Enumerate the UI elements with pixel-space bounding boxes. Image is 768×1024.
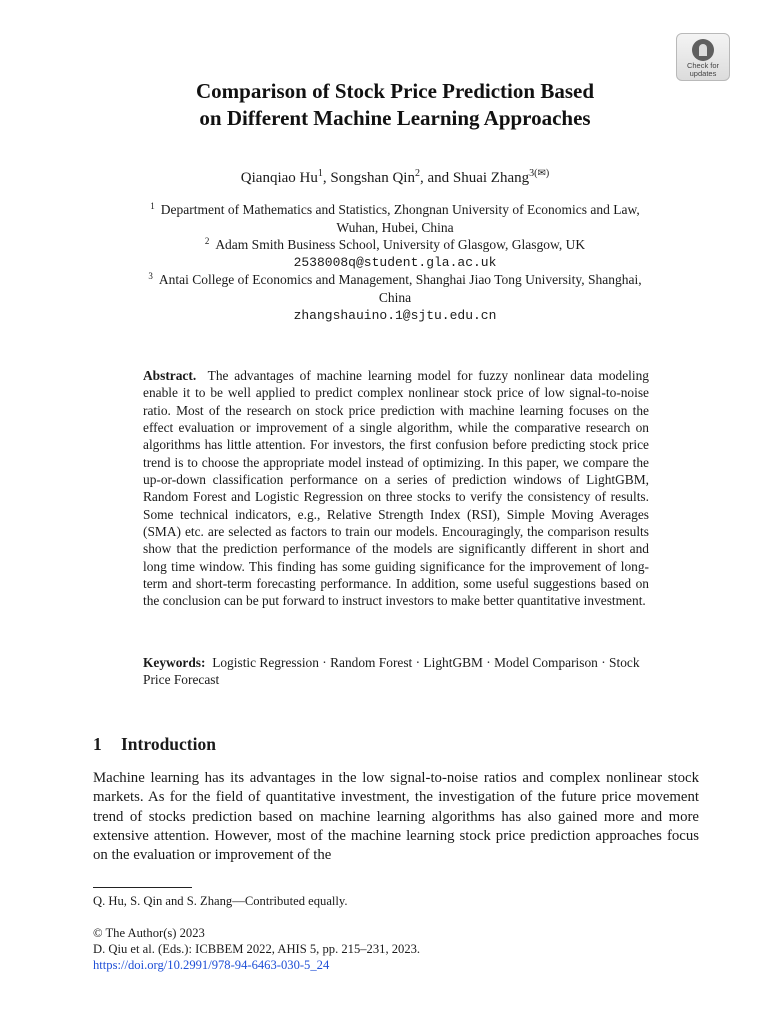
author-list <box>0 168 768 188</box>
section-heading <box>93 733 216 755</box>
keywords-text: Logistic Regression · Random Forest · LightGBM · Model Comparison · Stock Price Forecast <box>143 655 640 688</box>
affiliations <box>90 201 700 324</box>
affil-2-email[interactable]: 2538008q@student.gla.ac.uk <box>293 254 497 270</box>
affil-2-line1: Adam Smith Business School, University of Glasgow, Glasgow, UK <box>215 237 586 253</box>
title-line2: on Different Machine Learning Approaches <box>199 106 591 130</box>
author-2-sup: 2 <box>414 168 420 179</box>
affil-3-email[interactable]: zhangshauino.1@sjtu.edu.cn <box>293 307 497 323</box>
affil-3-number: 3 <box>148 271 153 282</box>
title-line1: Comparison of Stock Price Prediction Based <box>196 79 594 103</box>
crossmark-icon <box>692 39 714 61</box>
author-sep-2: , and <box>419 170 453 186</box>
affil-1-number: 1 <box>150 201 155 211</box>
affil-1-line1: Department of Mathematics and Statistics, Zhongnan University of Economics and Law, <box>160 202 640 217</box>
author-1: Qianqiao Hu <box>240 170 318 186</box>
abstract <box>143 367 649 610</box>
check-for-updates-badge[interactable] <box>676 33 730 81</box>
author-1-sup: 1 <box>317 168 323 179</box>
badge-line2: updates <box>689 69 717 78</box>
badge-line1: Check for <box>686 61 720 70</box>
affil-3-line2: China <box>378 289 412 305</box>
paper-title <box>0 78 768 132</box>
author-2: Songshan Qin <box>330 170 415 186</box>
footnote: Q. Hu, S. Qin and S. Zhang—Contributed equally. <box>93 894 348 908</box>
citation: D. Qiu et al. (Eds.): ICBBEM 2022, AHIS 5, pp. 215–231, 2023. <box>93 942 421 956</box>
doi-link[interactable]: https://doi.org/10.2991/978-94-6463-030-5_24 <box>93 958 330 972</box>
keywords <box>143 654 649 689</box>
author-3: Shuai Zhang <box>452 170 530 186</box>
abstract-label: Abstract. <box>143 368 197 383</box>
copyright: © The Author(s) 2023 <box>93 926 205 940</box>
keywords-label: Keywords: <box>143 655 206 670</box>
author-sep-1: , <box>322 170 331 186</box>
footnote-rule <box>93 887 192 888</box>
affil-3-line1: Antai College of Economics and Management, Shanghai Jiao Tong University, Shanghai, <box>158 272 642 288</box>
author-3-sup: 3(✉) <box>529 168 550 179</box>
affil-1-line2: Wuhan, Hubei, China <box>336 219 454 235</box>
affil-2-number: 2 <box>204 236 210 247</box>
intro-paragraph: Machine learning has its advantages in the low signal-to-noise ratios and complex nonlinear stock markets. As for the field of quantitative investment, the investigation of the future price movement trend of stocks prediction based on machine learning algorithms has also gained more and more extensive attention. However, most of the machine learning stock price prediction approaches focus on the evaluation or improvement of the <box>93 770 699 864</box>
abstract-text: The advantages of machine learning model for fuzzy nonlinear data modeling enable it to be well applied to predict complex nonlinear stock price of low signal-to-noise ratio. Most of the research on stock price prediction with machine learning focuses on the effect evaluation or improvement of a single algorithm, while the comparative research on algorithms has little attention. For investors, the first confusion before predicting stock price trend is to choose the appropriate model instead of optimizing. In this paper, we compare the up-or-down classification performance on a series of prediction windows of LightGBM, Random Forest and Logistic Regression on three stocks to verify the consistency of results. Some technical indicators, e.g., Relative Strength Index (RSI), Simple Moving Averages (SMA) etc. are selected as factors to train our models. Encouragingly, the comparison results show that the prediction performance of the models are significantly different in short and long time window. This finding has some guiding significance for the improvement of long-term and short-term forecasting performance. In addition, some useful suggestions based on the conclusion can be put forward to instruct investors to make better quantitative investment. <box>143 368 649 609</box>
section-title: Introduction <box>121 734 216 754</box>
section-number: 1 <box>93 734 102 754</box>
